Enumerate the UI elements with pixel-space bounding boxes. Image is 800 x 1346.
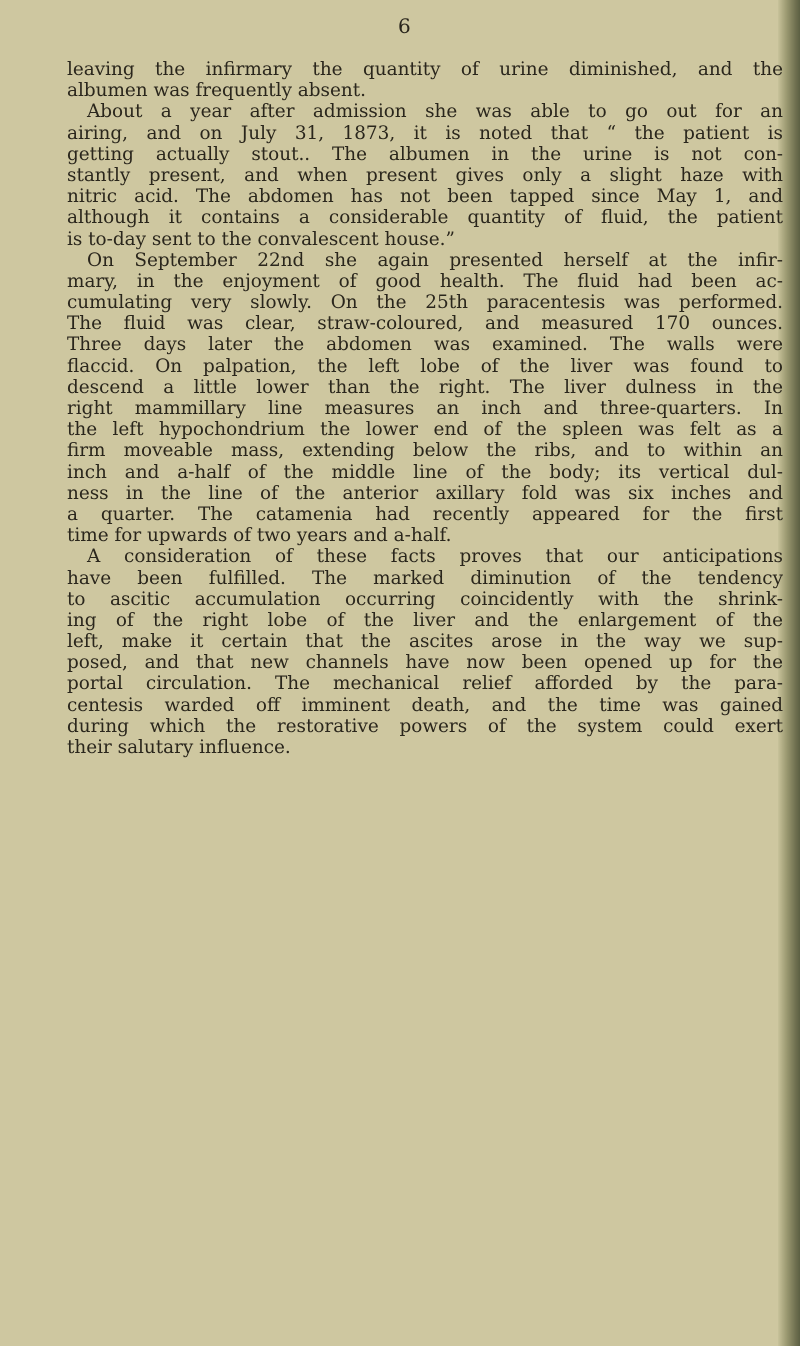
text-line: is to-day sent to the convalescent house.”	[67, 228, 455, 250]
text-line: right mammillary line measures an inch and three-quarters. In	[67, 398, 783, 419]
text-line: cumulating very slowly. On the 25th paracentesis was performed.	[67, 292, 783, 314]
text-line: descend a little lower than the right. The liver dulness in the	[67, 376, 783, 398]
text-line: firm moveable mass, extending below the ribs, and to within an	[67, 440, 783, 462]
text-line: although it contains a considerable quantity of fluid, the patient	[67, 207, 783, 229]
body-text	[67, 59, 783, 758]
text-line: during which the restorative powers of the system could exert	[67, 715, 783, 737]
text-line: flaccid. On palpation, the left lobe of the liver was found to	[67, 355, 783, 377]
text-line: posed, and that new channels have now been opened up for the	[67, 652, 783, 674]
text-line: ing of the right lobe of the liver and the enlargement of the	[67, 609, 783, 631]
text-line: nitric acid. The abdomen has not been tapped since May 1, and	[67, 186, 783, 208]
text-line: getting actually stout.. The albumen in the urine is not con-	[67, 143, 783, 165]
text-line: have been fulfilled. The marked diminution of the tendency	[67, 567, 783, 589]
text-line: stantly present, and when present gives only a slight haze with	[67, 164, 783, 186]
text-line: albumen was frequently absent.	[67, 80, 366, 102]
text-line: their salutary influence.	[67, 737, 291, 758]
text-line: the left hypochondrium the lower end of the spleen was felt as a	[67, 419, 783, 441]
text-line: ness in the line of the anterior axillary fold was six inches and	[67, 482, 783, 504]
text-line: leaving the infirmary the quantity of urine diminished, and the	[67, 59, 783, 80]
text-line: The fluid was clear, straw-coloured, and measured 170 ounces.	[67, 313, 783, 335]
text-line: Three days later the abdomen was examined. The walls were	[67, 334, 783, 356]
text-line: centesis warded off imminent death, and the time was gained	[67, 694, 783, 716]
page-number: 6	[398, 14, 411, 38]
text-line: a quarter. The catamenia had recently appeared for the first	[67, 503, 783, 525]
text-line: to ascitic accumulation occurring coincidently with the shrink-	[67, 588, 783, 610]
text-line: A consideration of these facts proves that our anticipations	[87, 546, 783, 568]
text-line: On September 22nd she again presented herself at the infir-	[87, 249, 783, 271]
text-line: airing, and on July 31, 1873, it is noted that “ the patient is	[67, 122, 783, 144]
text-line: time for upwards of two years and a-half.	[67, 525, 452, 547]
text-line: left, make it certain that the ascites arose in the way we sup-	[67, 631, 783, 653]
text-line: portal circulation. The mechanical relief afforded by the para-	[67, 673, 783, 695]
text-line: mary, in the enjoyment of good health. The fluid had been ac-	[67, 270, 783, 292]
text-line: About a year after admission she was able to go out for an	[87, 101, 783, 123]
text-line: inch and a-half of the middle line of the body; its vertical dul-	[67, 461, 783, 483]
